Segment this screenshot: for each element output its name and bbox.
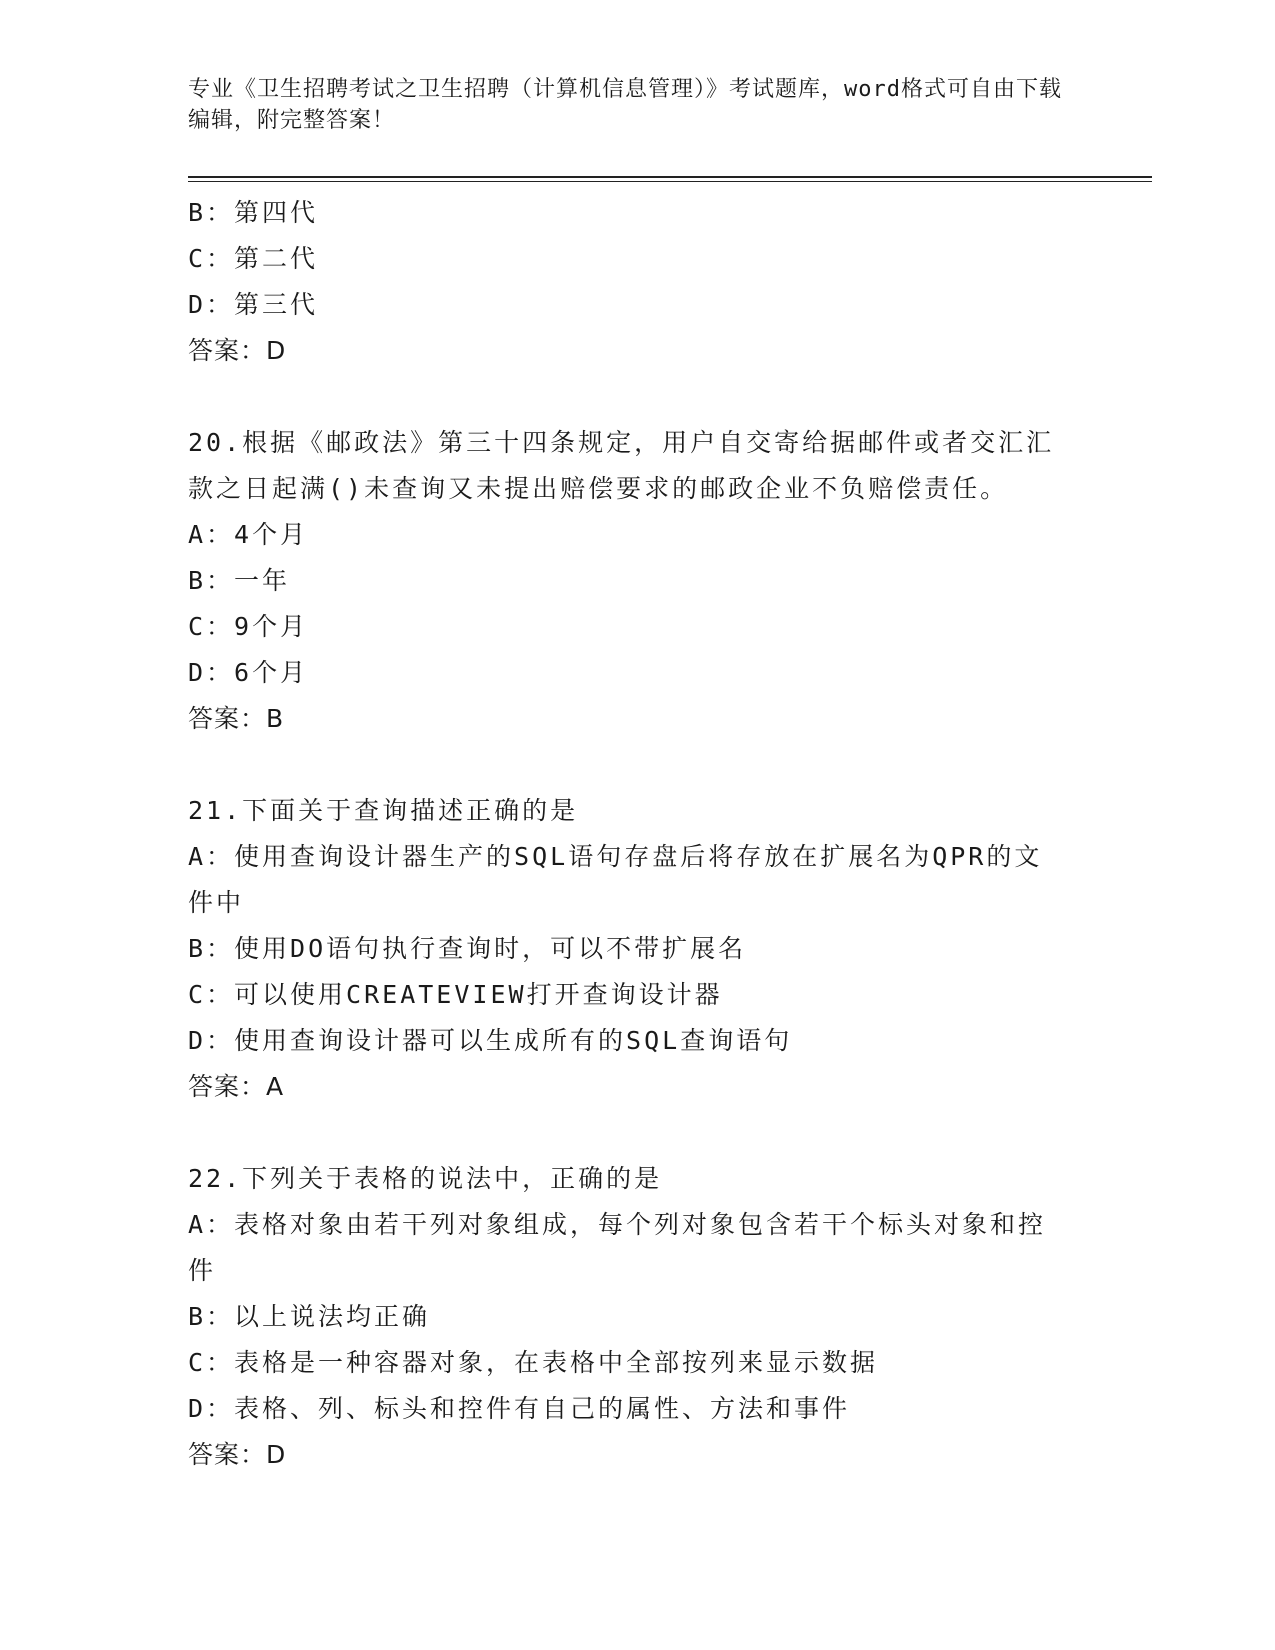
spacer — [188, 1110, 1088, 1156]
question-stem: 21.下面关于查询描述正确的是 — [188, 796, 579, 825]
header-divider-thin — [188, 181, 1152, 182]
page-header: 专业《卫生招聘考试之卫生招聘（计算机信息管理）》考试题库，word格式可自由下载编辑，附完整答案！ — [188, 77, 1062, 133]
option-a: A：4个月 — [188, 520, 309, 549]
option-b: B：第四代 — [188, 198, 319, 227]
option-b: B：一年 — [188, 566, 291, 595]
option-c: C：第二代 — [188, 244, 319, 273]
option-d: D：第三代 — [188, 290, 319, 319]
question-stem: 22.下列关于表格的说法中，正确的是 — [188, 1164, 663, 1193]
option-a: A：使用查询设计器生产的SQL语句存盘后将存放在扩展名为QPR的文件中 — [188, 842, 1043, 917]
option-d: D：6个月 — [188, 658, 309, 687]
option-d: D：表格、列、标头和控件有自己的属性、方法和事件 — [188, 1394, 851, 1423]
answer-line: 答案：A — [188, 1072, 285, 1101]
option-b: B：使用DO语句执行查询时，可以不带扩展名 — [188, 934, 747, 963]
option-c: C：可以使用CREATEVIEW打开查询设计器 — [188, 980, 723, 1009]
option-a: A：表格对象由若干列对象组成，每个列对象包含若干个标头对象和控件 — [188, 1210, 1047, 1285]
answer-line: 答案：D — [188, 336, 287, 365]
option-c: C：表格是一种容器对象，在表格中全部按列来显示数据 — [188, 1348, 879, 1377]
question-stem: 20.根据《邮政法》第三十四条规定，用户自交寄给据邮件或者交汇汇款之日起满()未查询又未提出赔偿要求的邮政企业不负赔偿责任。 — [188, 428, 1055, 503]
question-20 — [188, 420, 1088, 742]
spacer — [188, 742, 1088, 788]
header-divider-thick — [188, 176, 1152, 178]
option-c: C：9个月 — [188, 612, 309, 641]
question-19-continued — [188, 190, 1088, 374]
answer-line: 答案：D — [188, 1440, 287, 1469]
option-d: D：使用查询设计器可以生成所有的SQL查询语句 — [188, 1026, 793, 1055]
question-22 — [188, 1156, 1088, 1478]
question-21 — [188, 788, 1088, 1110]
question-content — [188, 190, 1088, 1478]
option-b: B：以上说法均正确 — [188, 1302, 431, 1331]
answer-line: 答案：B — [188, 704, 285, 733]
spacer — [188, 374, 1088, 420]
